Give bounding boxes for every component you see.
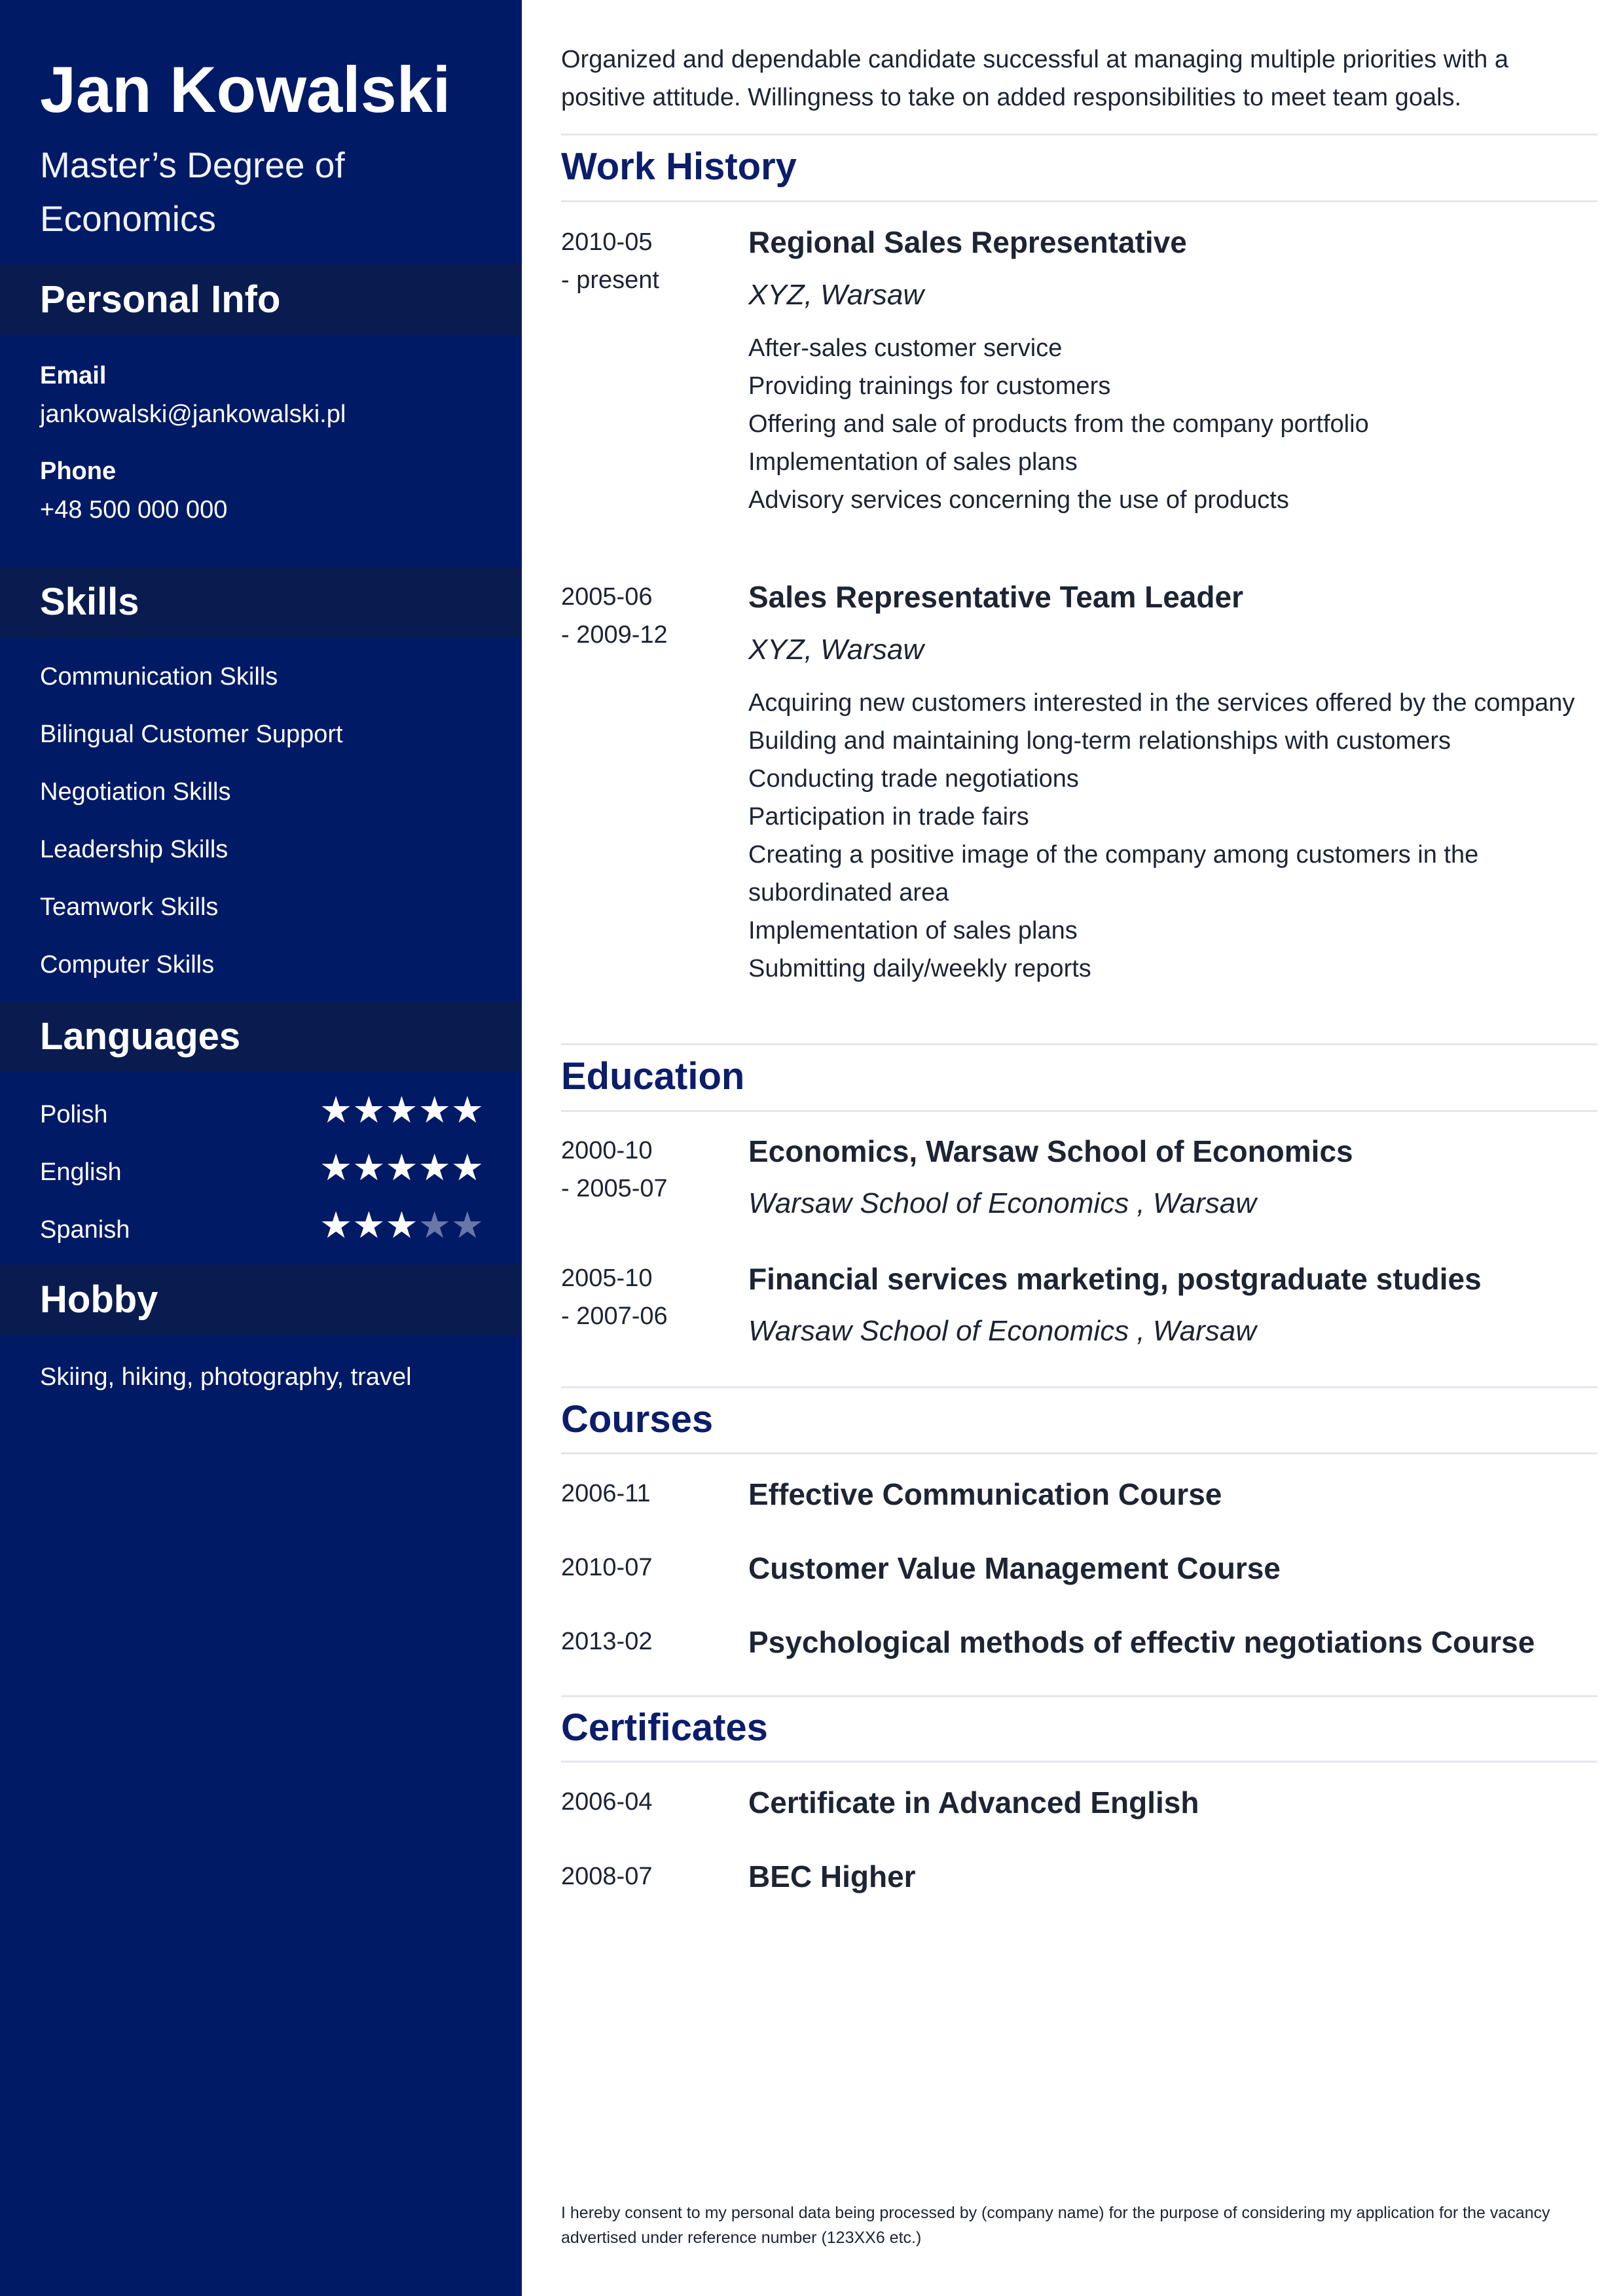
email-value[interactable]: jankowalski@jankowalski.pl — [40, 401, 346, 428]
date-end: - 2007-06 — [561, 1302, 668, 1330]
star-icon: ★ — [418, 1204, 451, 1246]
language-name: Polish — [40, 1101, 108, 1128]
candidate-degree: Master’s Degree of Economics — [40, 145, 345, 239]
job-duty: Building and maintaining long-term relationships with customers — [748, 727, 1451, 755]
certificates-heading: Certificates — [561, 1706, 768, 1749]
languages-list — [40, 1089, 484, 1274]
languages-heading: Languages — [40, 1015, 241, 1058]
job-title: Regional Sales Representative — [748, 225, 1187, 259]
job-duties — [748, 684, 1597, 988]
date-end: - 2009-12 — [561, 621, 668, 649]
work-date — [561, 578, 668, 654]
date-start: 2010-05 — [561, 228, 653, 256]
star-icon: ★ — [319, 1204, 353, 1246]
language-rating — [319, 1090, 484, 1130]
date-end: - 2005-07 — [561, 1175, 668, 1202]
sidebar — [0, 0, 522, 2296]
education-date — [561, 1132, 668, 1208]
job-duty: Submitting daily/weekly reports — [748, 955, 1091, 982]
job-title: Sales Representative Team Leader — [748, 580, 1243, 614]
summary-text: Organized and dependable candidate successful at managing multiple priorities with a positive attitude. Willingness to take on added responsibilities to meet team goals. — [561, 46, 1508, 111]
candidate-name: Jan Kowalski — [40, 53, 451, 126]
date-start: 2005-06 — [561, 583, 653, 611]
star-icon: ★ — [450, 1204, 484, 1246]
language-rating — [319, 1206, 484, 1245]
work-date — [561, 223, 659, 299]
skills-list — [40, 663, 343, 1009]
date-end: - present — [561, 266, 659, 294]
education-heading: Education — [561, 1055, 745, 1098]
courses-heading: Courses — [561, 1398, 714, 1441]
education-date — [561, 1259, 668, 1335]
job-duty: Offering and sale of products from the company portfolio — [748, 410, 1369, 438]
job-duties — [748, 329, 1597, 519]
skill-item: Computer Skills — [40, 951, 215, 978]
course-title: Effective Communication Course — [748, 1477, 1222, 1511]
date-start: 2000-10 — [561, 1137, 653, 1164]
school-name: Warsaw School of Economics , Warsaw — [748, 1315, 1256, 1347]
job-duty: Implementation of sales plans — [748, 448, 1078, 476]
hobby-header — [0, 1265, 522, 1335]
star-icon: ★ — [352, 1147, 386, 1188]
skill-item: Leadership Skills — [40, 836, 228, 863]
course-title: Psychological methods of effectiv negotiations Course — [748, 1625, 1535, 1659]
hobby-heading: Hobby — [40, 1278, 158, 1321]
email-label: Email — [40, 362, 107, 389]
date-start: 2005-10 — [561, 1265, 653, 1292]
section-divider — [561, 1110, 1597, 1112]
skill-item: Teamwork Skills — [40, 893, 219, 921]
section-divider — [561, 134, 1597, 135]
section-divider — [561, 1695, 1597, 1697]
job-duty: Creating a positive image of the company among customers in the subordinated area — [748, 841, 1479, 906]
job-duty: Providing trainings for customers — [748, 372, 1111, 400]
star-icon: ★ — [352, 1089, 386, 1130]
section-divider — [561, 1761, 1597, 1763]
skills-heading: Skills — [40, 581, 139, 623]
section-divider — [561, 1452, 1597, 1454]
job-duty: Acquiring new customers interested in the services offered by the company — [748, 689, 1575, 717]
star-icon: ★ — [319, 1089, 353, 1130]
skills-header — [0, 567, 522, 637]
skill-item: Negotiation Skills — [40, 778, 231, 806]
personal-info-header — [0, 264, 522, 335]
job-duty: Conducting trade negotiations — [748, 765, 1079, 793]
star-icon: ★ — [352, 1204, 386, 1246]
hobby-text: Skiing, hiking, photography, travel — [40, 1363, 412, 1391]
certificate-title: Certificate in Advanced English — [748, 1785, 1199, 1820]
job-duty: Implementation of sales plans — [748, 917, 1078, 944]
skill-item: Communication Skills — [40, 663, 278, 691]
personal-info-heading: Personal Info — [40, 278, 281, 321]
language-name: English — [40, 1158, 122, 1186]
consent-clause: I hereby consent to my personal data being processed by (company name) for the purpose of considering my application for the vacancy advertised under reference number (123XX6 etc.) — [561, 2204, 1550, 2247]
star-icon: ★ — [450, 1147, 484, 1188]
school-name: Warsaw School of Economics , Warsaw — [748, 1187, 1256, 1219]
language-rating — [319, 1148, 484, 1187]
section-divider — [561, 200, 1597, 202]
language-name: Spanish — [40, 1216, 130, 1244]
skill-item: Bilingual Customer Support — [40, 721, 343, 748]
star-icon: ★ — [385, 1204, 418, 1246]
work-history-heading: Work History — [561, 145, 797, 188]
star-icon: ★ — [418, 1147, 451, 1188]
job-duty: After-sales customer service — [748, 334, 1063, 362]
job-company: XYZ, Warsaw — [748, 279, 924, 311]
certificate-title: BEC Higher — [748, 1859, 916, 1893]
job-duty: Advisory services concerning the use of products — [748, 486, 1289, 514]
star-icon: ★ — [450, 1089, 484, 1130]
certificate-date: 2008-07 — [561, 1863, 653, 1890]
section-divider — [561, 1386, 1597, 1388]
languages-header — [0, 1001, 522, 1072]
phone-label: Phone — [40, 457, 117, 485]
degree-title: Economics, Warsaw School of Economics — [748, 1134, 1353, 1168]
job-duty: Participation in trade fairs — [748, 803, 1029, 831]
star-icon: ★ — [319, 1147, 353, 1188]
job-company: XYZ, Warsaw — [748, 634, 924, 666]
course-date: 2010-07 — [561, 1554, 653, 1581]
certificate-date: 2006-04 — [561, 1788, 653, 1816]
course-date: 2006-11 — [561, 1480, 651, 1507]
star-icon: ★ — [418, 1089, 451, 1130]
degree-title: Financial services marketing, postgraduate studies — [748, 1262, 1482, 1296]
course-title: Customer Value Management Course — [748, 1551, 1281, 1585]
star-icon: ★ — [385, 1147, 418, 1188]
star-icon: ★ — [385, 1089, 418, 1130]
course-date: 2013-02 — [561, 1628, 653, 1655]
phone-value[interactable]: +48 500 000 000 — [40, 496, 228, 524]
section-divider — [561, 1043, 1597, 1045]
